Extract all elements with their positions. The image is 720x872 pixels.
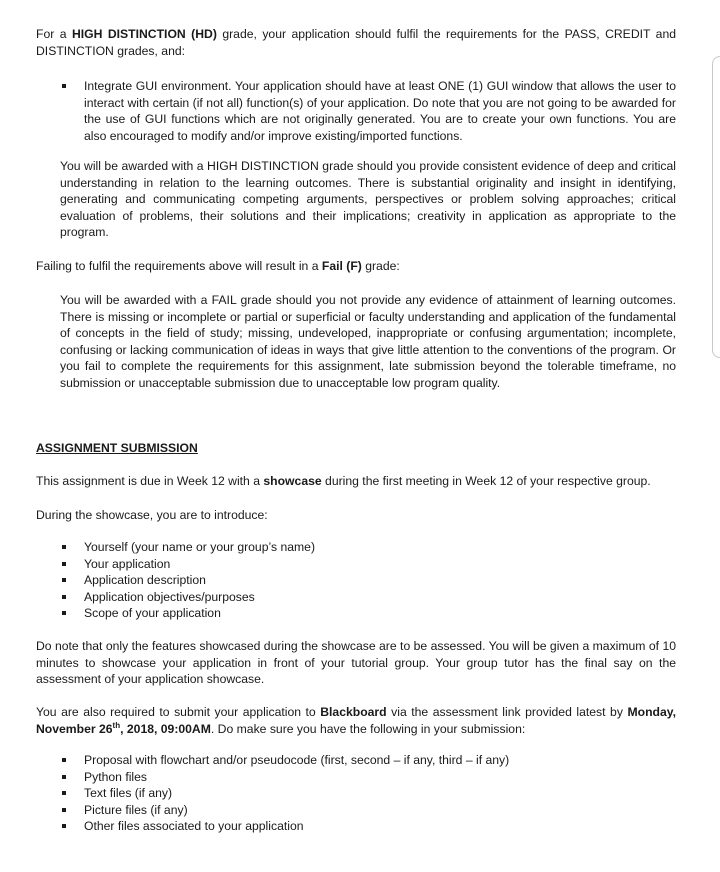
bullet-icon xyxy=(62,808,66,812)
bullet-icon xyxy=(62,578,66,582)
list-item-text: Your application xyxy=(84,556,171,571)
list-item xyxy=(60,605,676,622)
bullet-icon xyxy=(62,562,66,566)
list-item xyxy=(60,589,676,606)
list-item-text: Picture files (if any) xyxy=(84,802,188,817)
bullet-icon xyxy=(62,758,66,762)
bullet-icon xyxy=(62,791,66,795)
deadline-date: Monday, November 26 xyxy=(36,705,676,736)
hd-grade-label: HIGH DISTINCTION (HD) xyxy=(71,27,217,41)
due-prefix: This assignment is due in Week 12 with a xyxy=(36,474,264,488)
submit-suffix: . Do make sure you have the following in your submission: xyxy=(210,721,526,736)
bullet-icon xyxy=(62,611,66,615)
list-item xyxy=(60,556,676,573)
submit-paragraph xyxy=(36,704,676,737)
list-item xyxy=(60,539,676,556)
section-heading: ASSIGNMENT SUBMISSION xyxy=(36,441,198,455)
fail-intro-prefix: Failing to fulfil the requirements above will result in a xyxy=(36,259,322,273)
list-item xyxy=(60,802,676,819)
hd-award-paragraph: You will be awarded with a HIGH DISTINCTION grade should you provide consistent evidence of deep and critical understanding in relation to the learning outcomes. There is substantial originality and insight in identifying, generating and communicating competing arguments, perspectives or problem solving approaches; critical evaluation of problems, their solutions and their implications; creativity in application as appropriate to the program. xyxy=(60,159,676,240)
fail-award-paragraph: You will be awarded with a FAIL grade should you not provide any evidence of attainment of learning outcomes. There is missing or incomplete or partial or superficial or faculty understanding and application of the fundamental of concepts in the field of study; missing, undeveloped, inappropriate or confusing argumentation; incomplete, confusing or lacking communication of ideas in ways that give little attention to the conventions of the program. Or you fail to complete the requirements for this assignment, late submission beyond the tolerable timeframe, no submission or unacceptable submission due to unacceptable low program quality. xyxy=(60,293,676,390)
deadline-ordinal: th xyxy=(112,720,121,730)
bullet-icon xyxy=(62,84,66,88)
list-item-text: Application objectives/purposes xyxy=(84,589,255,604)
submit-prefix: You are also required to submit your application to xyxy=(36,705,321,719)
fail-intro xyxy=(36,258,676,275)
list-item-text: Proposal with flowchart and/or pseudocode (first, second – if any, third – if any) xyxy=(84,753,510,767)
fail-intro-suffix: grade: xyxy=(361,259,400,273)
hd-requirements-list xyxy=(60,78,676,144)
blackboard-label: Blackboard xyxy=(320,705,387,719)
showcase-label: showcase xyxy=(263,474,322,488)
page-scroll-edge[interactable] xyxy=(712,56,720,358)
bullet-icon xyxy=(62,775,66,779)
list-item xyxy=(60,818,676,835)
submission-files-list xyxy=(60,752,676,835)
list-item-text: Scope of your application xyxy=(84,606,221,621)
deadline-time: , 2018, 09:00AM xyxy=(120,721,211,736)
showcase-intro: During the showcase, you are to introduce: xyxy=(36,508,268,522)
bullet-icon xyxy=(62,824,66,828)
list-item xyxy=(60,78,676,144)
showcase-list xyxy=(60,539,676,622)
list-item-text: Python files xyxy=(84,769,148,784)
list-item xyxy=(60,572,676,589)
list-item xyxy=(60,752,676,769)
bullet-icon xyxy=(62,545,66,549)
due-paragraph xyxy=(36,473,676,490)
list-item-text: Yourself (your name or your group’s name) xyxy=(84,540,316,554)
list-item xyxy=(60,785,676,802)
submit-middle: via the assessment link provided latest by xyxy=(386,705,628,719)
hd-intro-suffix: grade, your application should fulfil the requirements for the PASS, CREDIT and DISTINCTION grades, and: xyxy=(36,27,676,58)
hd-requirement-text: Integrate GUI environment. Your application should have at least ONE (1) GUI window that allows the user to interact with certain (if not all) function(s) of your application. Do note that you are not going to be awarded for the use of GUI functions which are not originally generated. You are to create your own functions. You are also encouraged to modify and/or improve existing/imported functions. xyxy=(84,79,676,143)
hd-intro-prefix: For a xyxy=(36,27,72,41)
list-item-text: Text files (if any) xyxy=(84,786,173,801)
list-item xyxy=(60,769,676,786)
list-item-text: Other files associated to your application xyxy=(84,819,304,834)
list-item-text: Application description xyxy=(84,573,206,588)
bullet-icon xyxy=(62,595,66,599)
note-paragraph: Do note that only the features showcased during the showcase are to be assessed. You will be given a maximum of 10 minutes to showcase your application in front of your tutorial group. Your group tutor has the final say on the assessment of your application showcase. xyxy=(36,639,676,687)
due-suffix: during the first meeting in Week 12 of your respective group. xyxy=(321,474,651,488)
fail-grade-label: Fail (F) xyxy=(321,259,362,273)
hd-intro xyxy=(36,26,676,59)
